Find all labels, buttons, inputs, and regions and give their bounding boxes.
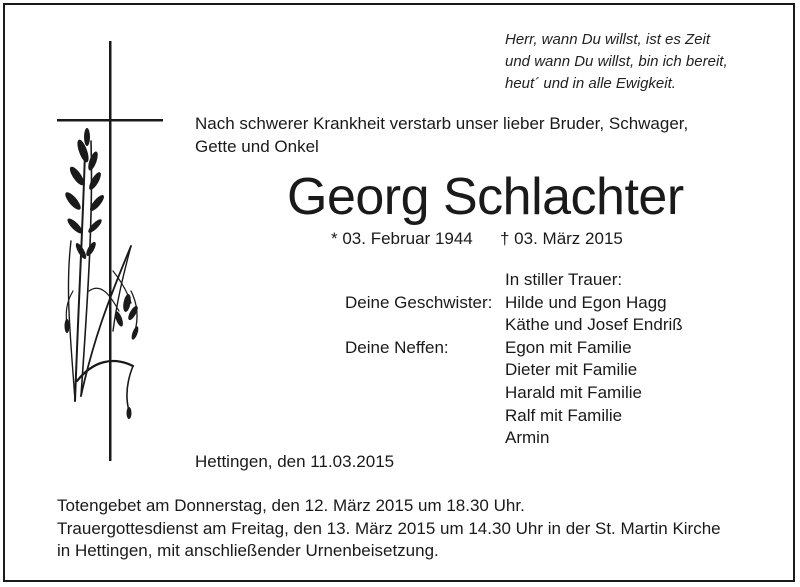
intro-line: Gette und Onkel bbox=[195, 137, 319, 156]
service-line: Trauergottesdienst am Freitag, den 13. März 2015 um 14.30 Uhr in der St. Martin Kirche bbox=[57, 518, 721, 538]
nephew-name: Ralf mit Familie bbox=[505, 405, 623, 425]
notice-frame bbox=[3, 3, 795, 582]
nephew-name: Harald mit Familie bbox=[505, 382, 642, 402]
service-line: in Hettingen, mit anschließender Urnenbeisetzung. bbox=[57, 541, 439, 560]
intro-text bbox=[195, 112, 688, 158]
siblings-label: Deine Geschwister: bbox=[345, 292, 493, 312]
nephew-name: Armin bbox=[505, 428, 550, 448]
death-date: † 03. März 2015 bbox=[500, 229, 623, 248]
verse bbox=[505, 29, 728, 95]
deceased-name: Georg Schlachter bbox=[287, 168, 684, 226]
nephews-label: Deine Neffen: bbox=[345, 337, 449, 357]
nephew-name: Egon mit Familie bbox=[505, 337, 632, 357]
birth-date: * 03. Februar 1944 bbox=[331, 229, 473, 248]
mourners-heading: In stiller Trauer: bbox=[505, 270, 623, 289]
sibling-name: Käthe und Josef Endriß bbox=[505, 315, 683, 335]
verse-line: heut´ und in alle Ewigkeit. bbox=[505, 75, 676, 92]
nephew-name: Dieter mit Familie bbox=[505, 360, 638, 380]
place-date: Hettingen, den 11.03.2015 bbox=[195, 452, 395, 471]
cross-with-grass-icon bbox=[53, 41, 168, 461]
verse-line: Herr, wann Du willst, ist es Zeit bbox=[505, 31, 711, 48]
sibling-name: Hilde und Egon Hagg bbox=[505, 292, 667, 312]
intro-line: Nach schwerer Krankheit verstarb unser lieber Bruder, Schwager, bbox=[195, 114, 689, 133]
service-line: Totengebet am Donnerstag, den 12. März 2015 um 18.30 Uhr. bbox=[57, 496, 525, 515]
service-info bbox=[57, 495, 721, 563]
verse-line: und wann Du willst, bin ich bereit, bbox=[505, 53, 728, 70]
